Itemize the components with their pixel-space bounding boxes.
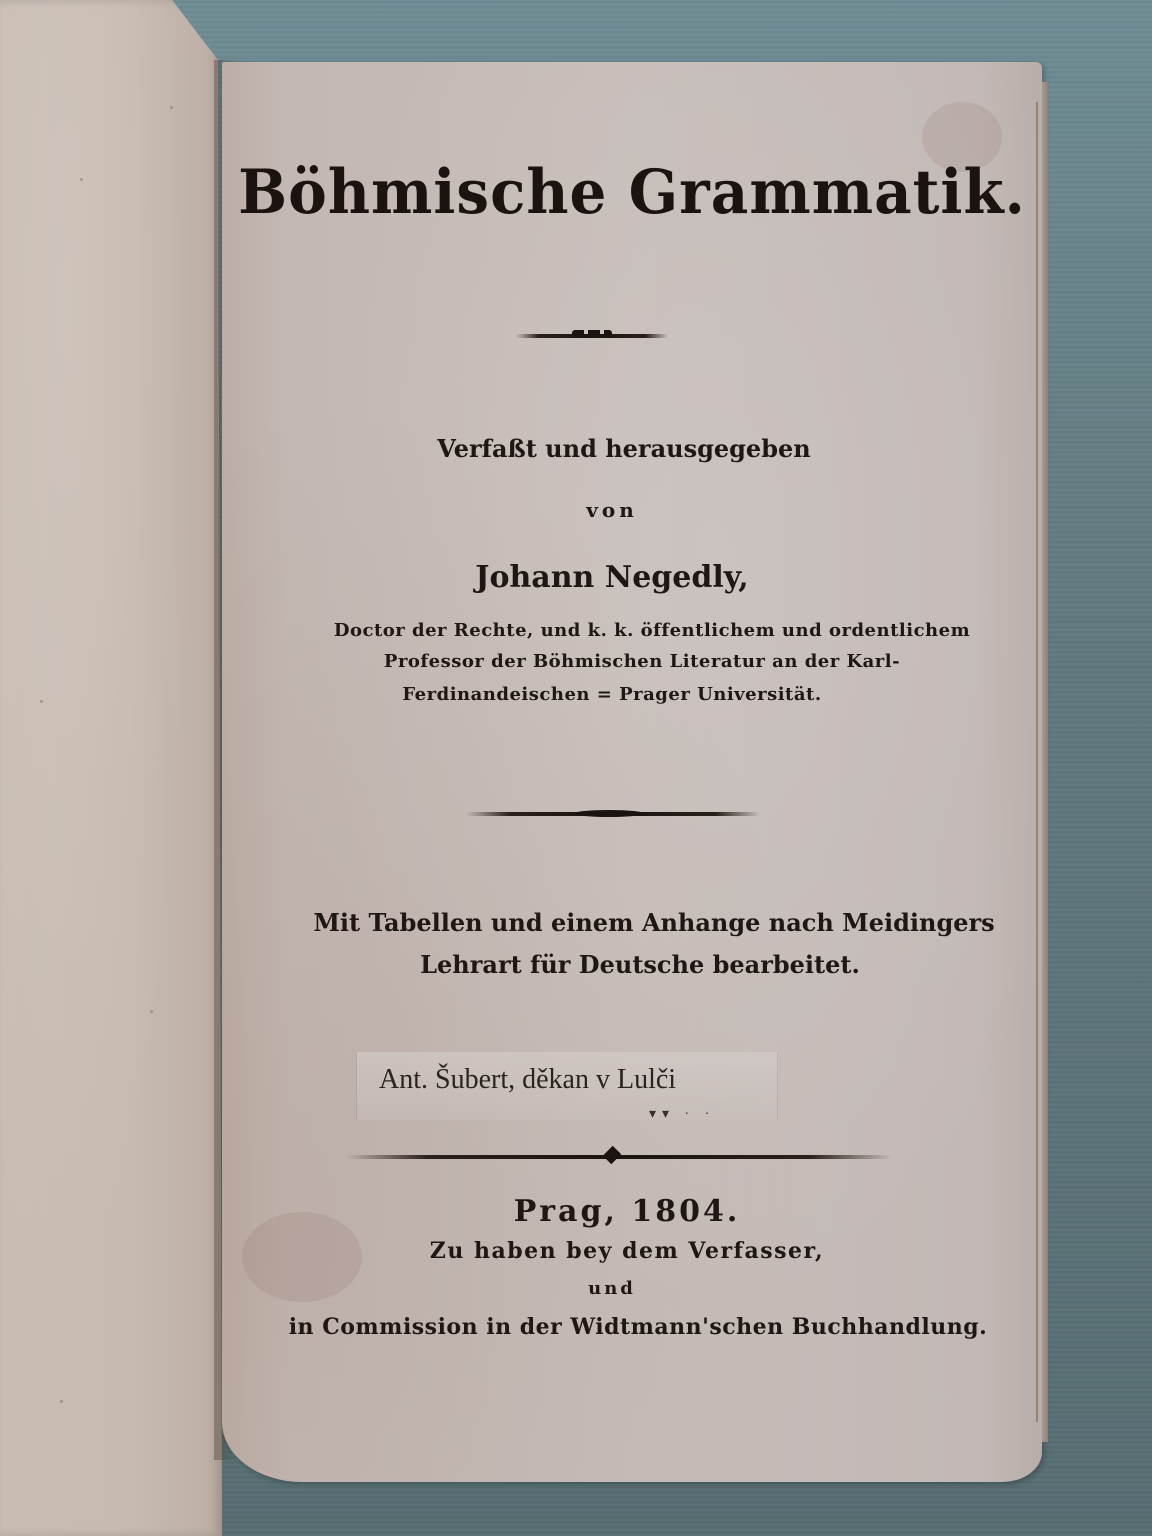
page-fore-edge [1042, 82, 1048, 1442]
author-credentials-line: Professor der Böhmischen Literatur an der Karl- [383, 651, 901, 672]
paper-speck [150, 1010, 153, 1013]
title-page-content [222, 62, 1042, 1482]
ownership-label-text: Ant. Šubert, děkan v Lulči [379, 1064, 677, 1095]
imprint-line: und [588, 1278, 636, 1299]
book-title: Böhmische Grammatik. [238, 156, 1026, 228]
ornamental-rule-swell [574, 810, 644, 817]
author-name: Johann Negedly, [475, 560, 749, 595]
ownership-label-marks: ▾▾ · · [649, 1107, 716, 1122]
author-credentials-line: Doctor der Rechte, und k. k. öffentlichem und ordentlichem [333, 620, 971, 641]
byline-intro: Verfaßt und herausgegeben [437, 434, 811, 463]
paper-speck [170, 106, 173, 109]
paper-speck [80, 178, 83, 181]
title-page [222, 62, 1042, 1482]
facing-left-page [0, 0, 222, 1536]
ownership-label [356, 1052, 778, 1120]
ornamental-rule-flourish [572, 330, 612, 338]
imprint-place-date: Prag, 1804. [513, 1194, 741, 1229]
imprint-line: in Commission in der Widtmann'schen Buchhandlung. [288, 1314, 988, 1340]
byline-von: von [586, 498, 638, 522]
description-line: Lehrart für Deutsche bearbeitet. [420, 950, 860, 979]
ornamental-rule-diamond [603, 1146, 621, 1164]
paper-speck [60, 1400, 63, 1403]
paper-speck [40, 700, 43, 703]
imprint-line: Zu haben bey dem Verfasser, [429, 1238, 825, 1264]
description-line: Mit Tabellen und einem Anhange nach Meidingers [313, 908, 995, 937]
author-credentials-line: Ferdinandeischen = Prager Universität. [402, 684, 822, 705]
